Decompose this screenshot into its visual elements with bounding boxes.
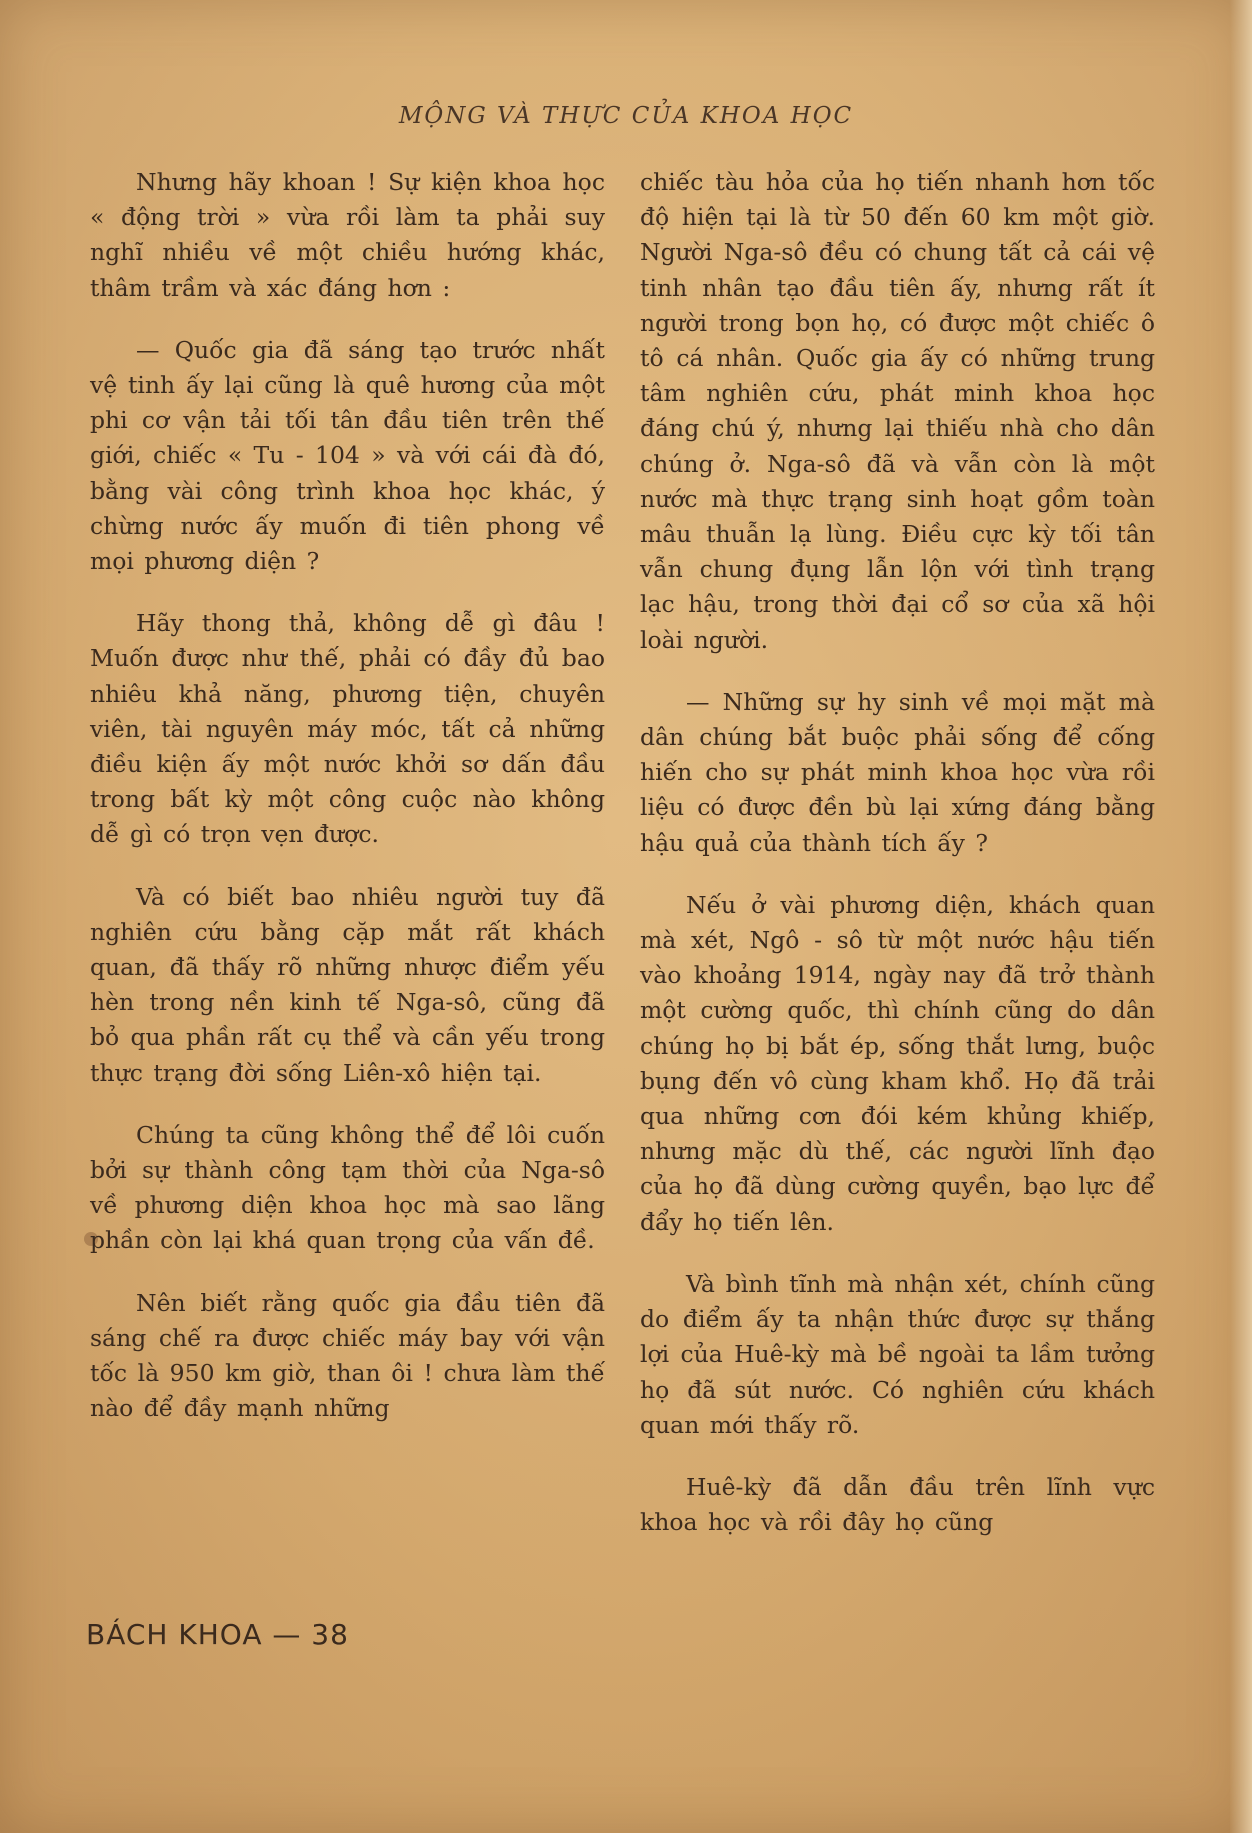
page-right-edge (1230, 0, 1252, 1833)
page-footer: BÁCH KHOA — 38 (86, 1618, 349, 1651)
right-paragraph-4: Và bình tĩnh mà nhận xét, chính cũng do điểm ấy ta nhận thức được sự thắng lợi của Huê-kỳ mà bề ngoài ta lầm tưởng họ đã sút nước. Có nghiên cứu khách quan mới thấy rõ. (640, 1269, 1155, 1439)
left-paragraph-5: Chúng ta cũng không thể để lôi cuốn bởi sự thành công tạm thời của Nga-sô về phương diện khoa học mà sao lãng phần còn lại khá quan trọng của vấn đề. (90, 1120, 605, 1255)
running-title: MỘNG VÀ THỰC CỦA KHOA HỌC (398, 103, 854, 129)
left-paragraph-4: Và có biết bao nhiêu người tuy đã nghiên cứu bằng cặp mắt rất khách quan, đã thấy rõ những nhược điểm yếu hèn trong nền kinh tế Nga-sô, cũng đã bỏ qua phần rất cụ thể và cần yếu trong thực trạng đời sống Liên-xô hiện tại. (90, 882, 605, 1087)
right-paragraph-5: Huê-kỳ đã dẫn đầu trên lĩnh vực khoa học và rồi đây họ cũng (640, 1472, 1155, 1537)
right-column (640, 165, 1155, 1567)
left-paragraph-2: — Quốc gia đã sáng tạo trước nhất vệ tinh ấy lại cũng là quê hương của một phi cơ vận tải tối tân đầu tiên trên thế giới, chiếc « Tu - 104 » và với cái đà đó, bằng vài công trình khoa học khác, ý chừng nước ấy muốn đi tiên phong về mọi phương diện ? (90, 335, 605, 576)
right-paragraph-2: — Những sự hy sinh về mọi mặt mà dân chúng bắt buộc phải sống để cống hiến cho sự phát minh khoa học vừa rồi liệu có được đền bù lại xứng đáng bằng hậu quả của thành tích ấy ? (640, 687, 1155, 857)
right-paragraph-3: Nếu ở vài phương diện, khách quan mà xét, Ngô - sô từ một nước hậu tiến vào khoảng 1914, ngày nay đã trở thành một cường quốc, thì chính cũng do dân chúng họ bị bắt ép, sống thắt lưng, buộc bụng đến vô cùng kham khổ. Họ đã trải qua những cơn đói kém khủng khiếp, nhưng mặc dù thế, các người lĩnh đạo của họ đã dùng cường quyền, bạo lực để đẩy họ tiến lên. (640, 890, 1155, 1236)
left-paragraph-1: Nhưng hãy khoan ! Sự kiện khoa học « động trời » vừa rồi làm ta phải suy nghĩ nhiều về một chiều hướng khác, thâm trầm và xác đáng hơn : (90, 168, 605, 302)
left-paragraph-6: Nên biết rằng quốc gia đầu tiên đã sáng chế ra được chiếc máy bay với vận tốc là 950 km giờ, than ôi ! chưa làm thế nào để đầy mạnh những (90, 1288, 605, 1423)
right-paragraph-1: chiếc tàu hỏa của họ tiến nhanh hơn tốc độ hiện tại là từ 50 đến 60 km một giờ. Người Nga-sô đều có chung tất cả cái vệ tinh nhân tạo đầu tiên ấy, nhưng rất ít người trong bọn họ, có được một chiếc ô tô cá nhân. Quốc gia ấy có những trung tâm nghiên cứu, phát minh khoa học đáng chú ý, nhưng lại thiếu nhà cho dân chúng ở. Nga-sô đã và vẫn còn là một nước mà thực trạng sinh hoạt gồm toàn mâu thuẫn lạ lùng. Điều cực kỳ tối tân vẫn chung đụng lẫn lộn với tình trạng lạc hậu, trong thời đại cổ sơ của xã hội loài người. (640, 168, 1155, 654)
left-paragraph-3: Hãy thong thả, không dễ gì đâu ! Muốn được như thế, phải có đầy đủ bao nhiêu khả năng, phương tiện, chuyên viên, tài nguyên máy móc, tất cả những điều kiện ấy một nước khởi sơ dấn đầu trong bất kỳ một công cuộc nào không dễ gì có trọn vẹn được. (90, 609, 605, 849)
left-column (90, 165, 605, 1454)
